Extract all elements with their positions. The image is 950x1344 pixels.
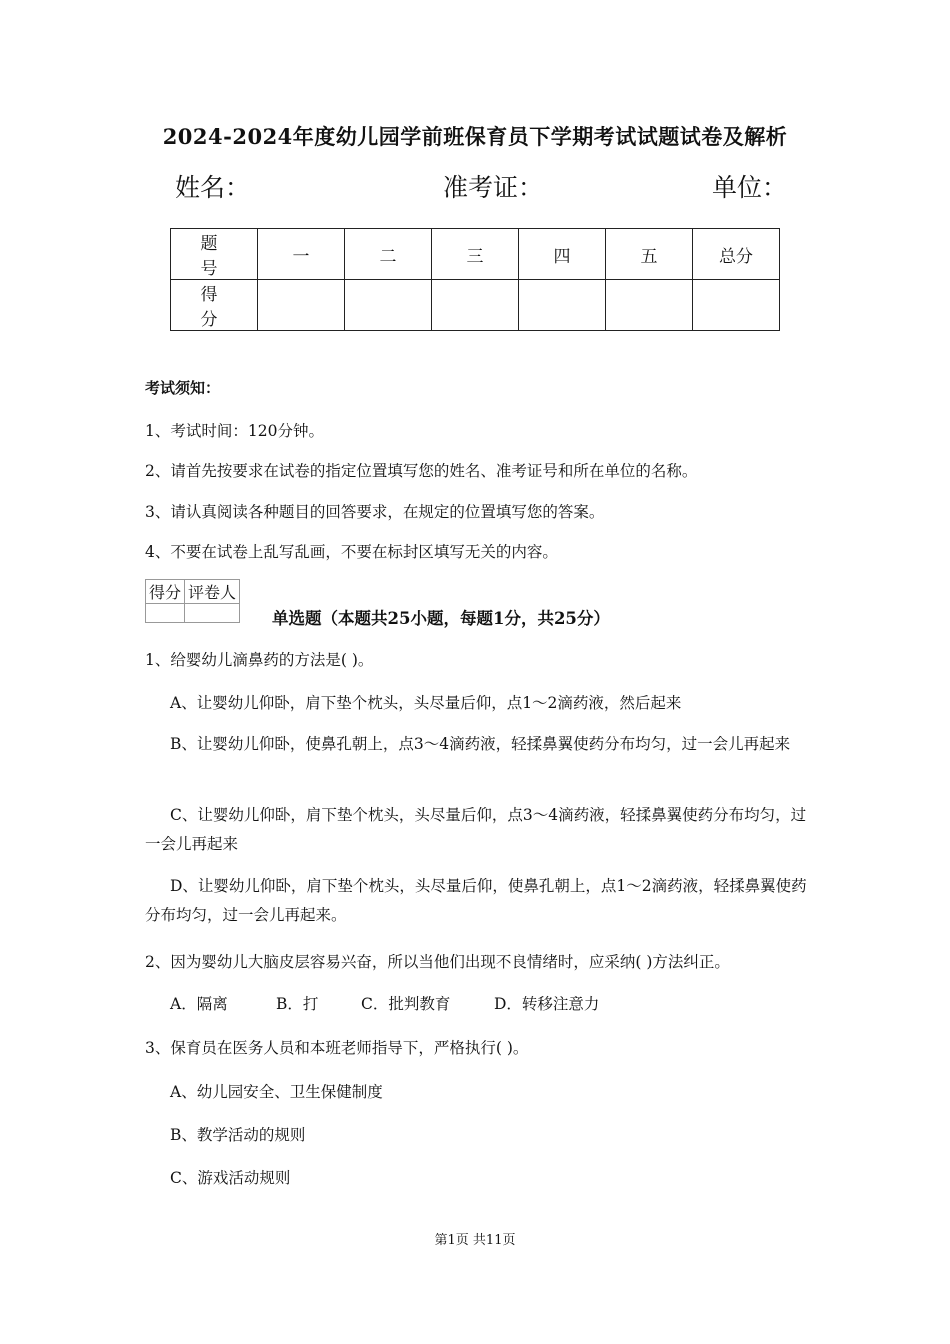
score-table-col-3: 三	[432, 229, 519, 280]
notice-item: 2、请首先按要求在试卷的指定位置填写您的姓名、准考证号和所在单位的名称。	[145, 462, 698, 480]
notice-title: 考试须知：	[145, 379, 221, 397]
score-table-header-label: 题 号	[171, 229, 258, 280]
score-cell[interactable]	[606, 280, 693, 331]
question-1-option-a: A、让婴幼儿仰卧，肩下垫个枕头，头尽量后仰，点1～2滴药液，然后起来	[170, 694, 682, 712]
question-1-option-d: D、让婴幼儿仰卧，肩下垫个枕头，头尽量后仰，使鼻孔朝上，点1～2滴药液，轻揉鼻翼使药分布均匀，过一会儿再起来。	[145, 877, 807, 924]
score-table-header-row	[171, 229, 780, 280]
notice-item: 4、不要在试卷上乱写乱画，不要在标封区填写无关的内容。	[145, 543, 558, 561]
grader-reviewer-cell[interactable]	[185, 604, 240, 623]
question-2-option-c: C．批判教育	[361, 995, 451, 1013]
score-table	[170, 228, 780, 331]
score-cell[interactable]	[432, 280, 519, 331]
unit-label: 单位：	[712, 173, 788, 202]
score-cell[interactable]	[519, 280, 606, 331]
score-table-col-2: 二	[345, 229, 432, 280]
score-table-col-4: 四	[519, 229, 606, 280]
score-table-col-5: 五	[606, 229, 693, 280]
grader-score-cell[interactable]	[146, 604, 185, 623]
notice-item: 1、考试时间：120分钟。	[145, 422, 324, 440]
question-2-stem: 2、因为婴幼儿大脑皮层容易兴奋，所以当他们出现不良情绪时，应采纳( )方法纠正。	[145, 953, 730, 971]
question-2-option-b: B．打	[276, 995, 319, 1013]
notice-item: 3、请认真阅读各种题目的回答要求，在规定的位置填写您的答案。	[145, 503, 605, 521]
grader-reviewer-label: 评卷人	[185, 580, 240, 604]
score-table-col-total: 总分	[693, 229, 780, 280]
grader-box	[145, 579, 240, 623]
page-title: 2024-2024年度幼儿园学前班保育员下学期考试试题试卷及解析	[162, 124, 788, 149]
score-cell[interactable]	[258, 280, 345, 331]
question-3-stem: 3、保育员在医务人员和本班老师指导下，严格执行( )。	[145, 1039, 529, 1057]
score-table-score-label: 得 分	[171, 280, 258, 331]
grader-score-label: 得分	[146, 580, 185, 604]
question-2-options	[170, 992, 599, 1014]
score-table-col-1: 一	[258, 229, 345, 280]
question-3-option-a: A、幼儿园安全、卫生保健制度	[170, 1083, 383, 1101]
question-1-option-c: C、让婴幼儿仰卧，肩下垫个枕头，头尽量后仰，点3～4滴药液，轻揉鼻翼使药分布均匀，过一会儿再起来	[145, 806, 807, 853]
name-label: 姓名：	[175, 173, 251, 202]
question-1-option-b: B、让婴幼儿仰卧，使鼻孔朝上，点3～4滴药液，轻揉鼻翼使药分布均匀，过一会儿再起来	[170, 735, 791, 753]
score-table-score-row	[171, 280, 780, 331]
question-3-option-b: B、教学活动的规则	[170, 1126, 306, 1144]
page-footer: 第1页 共11页	[434, 1233, 516, 1248]
question-2-option-d: D．转移注意力	[494, 995, 600, 1013]
question-3-option-c: C、游戏活动规则	[170, 1169, 291, 1187]
section-title: 单选题（本题共25小题，每题1分，共25分）	[272, 609, 610, 628]
question-2-option-a: A．隔离	[170, 995, 228, 1013]
exam-id-label: 准考证：	[443, 173, 544, 202]
question-1-stem: 1、给婴幼儿滴鼻药的方法是( )。	[145, 651, 374, 669]
score-cell[interactable]	[345, 280, 432, 331]
score-cell-total[interactable]	[693, 280, 780, 331]
